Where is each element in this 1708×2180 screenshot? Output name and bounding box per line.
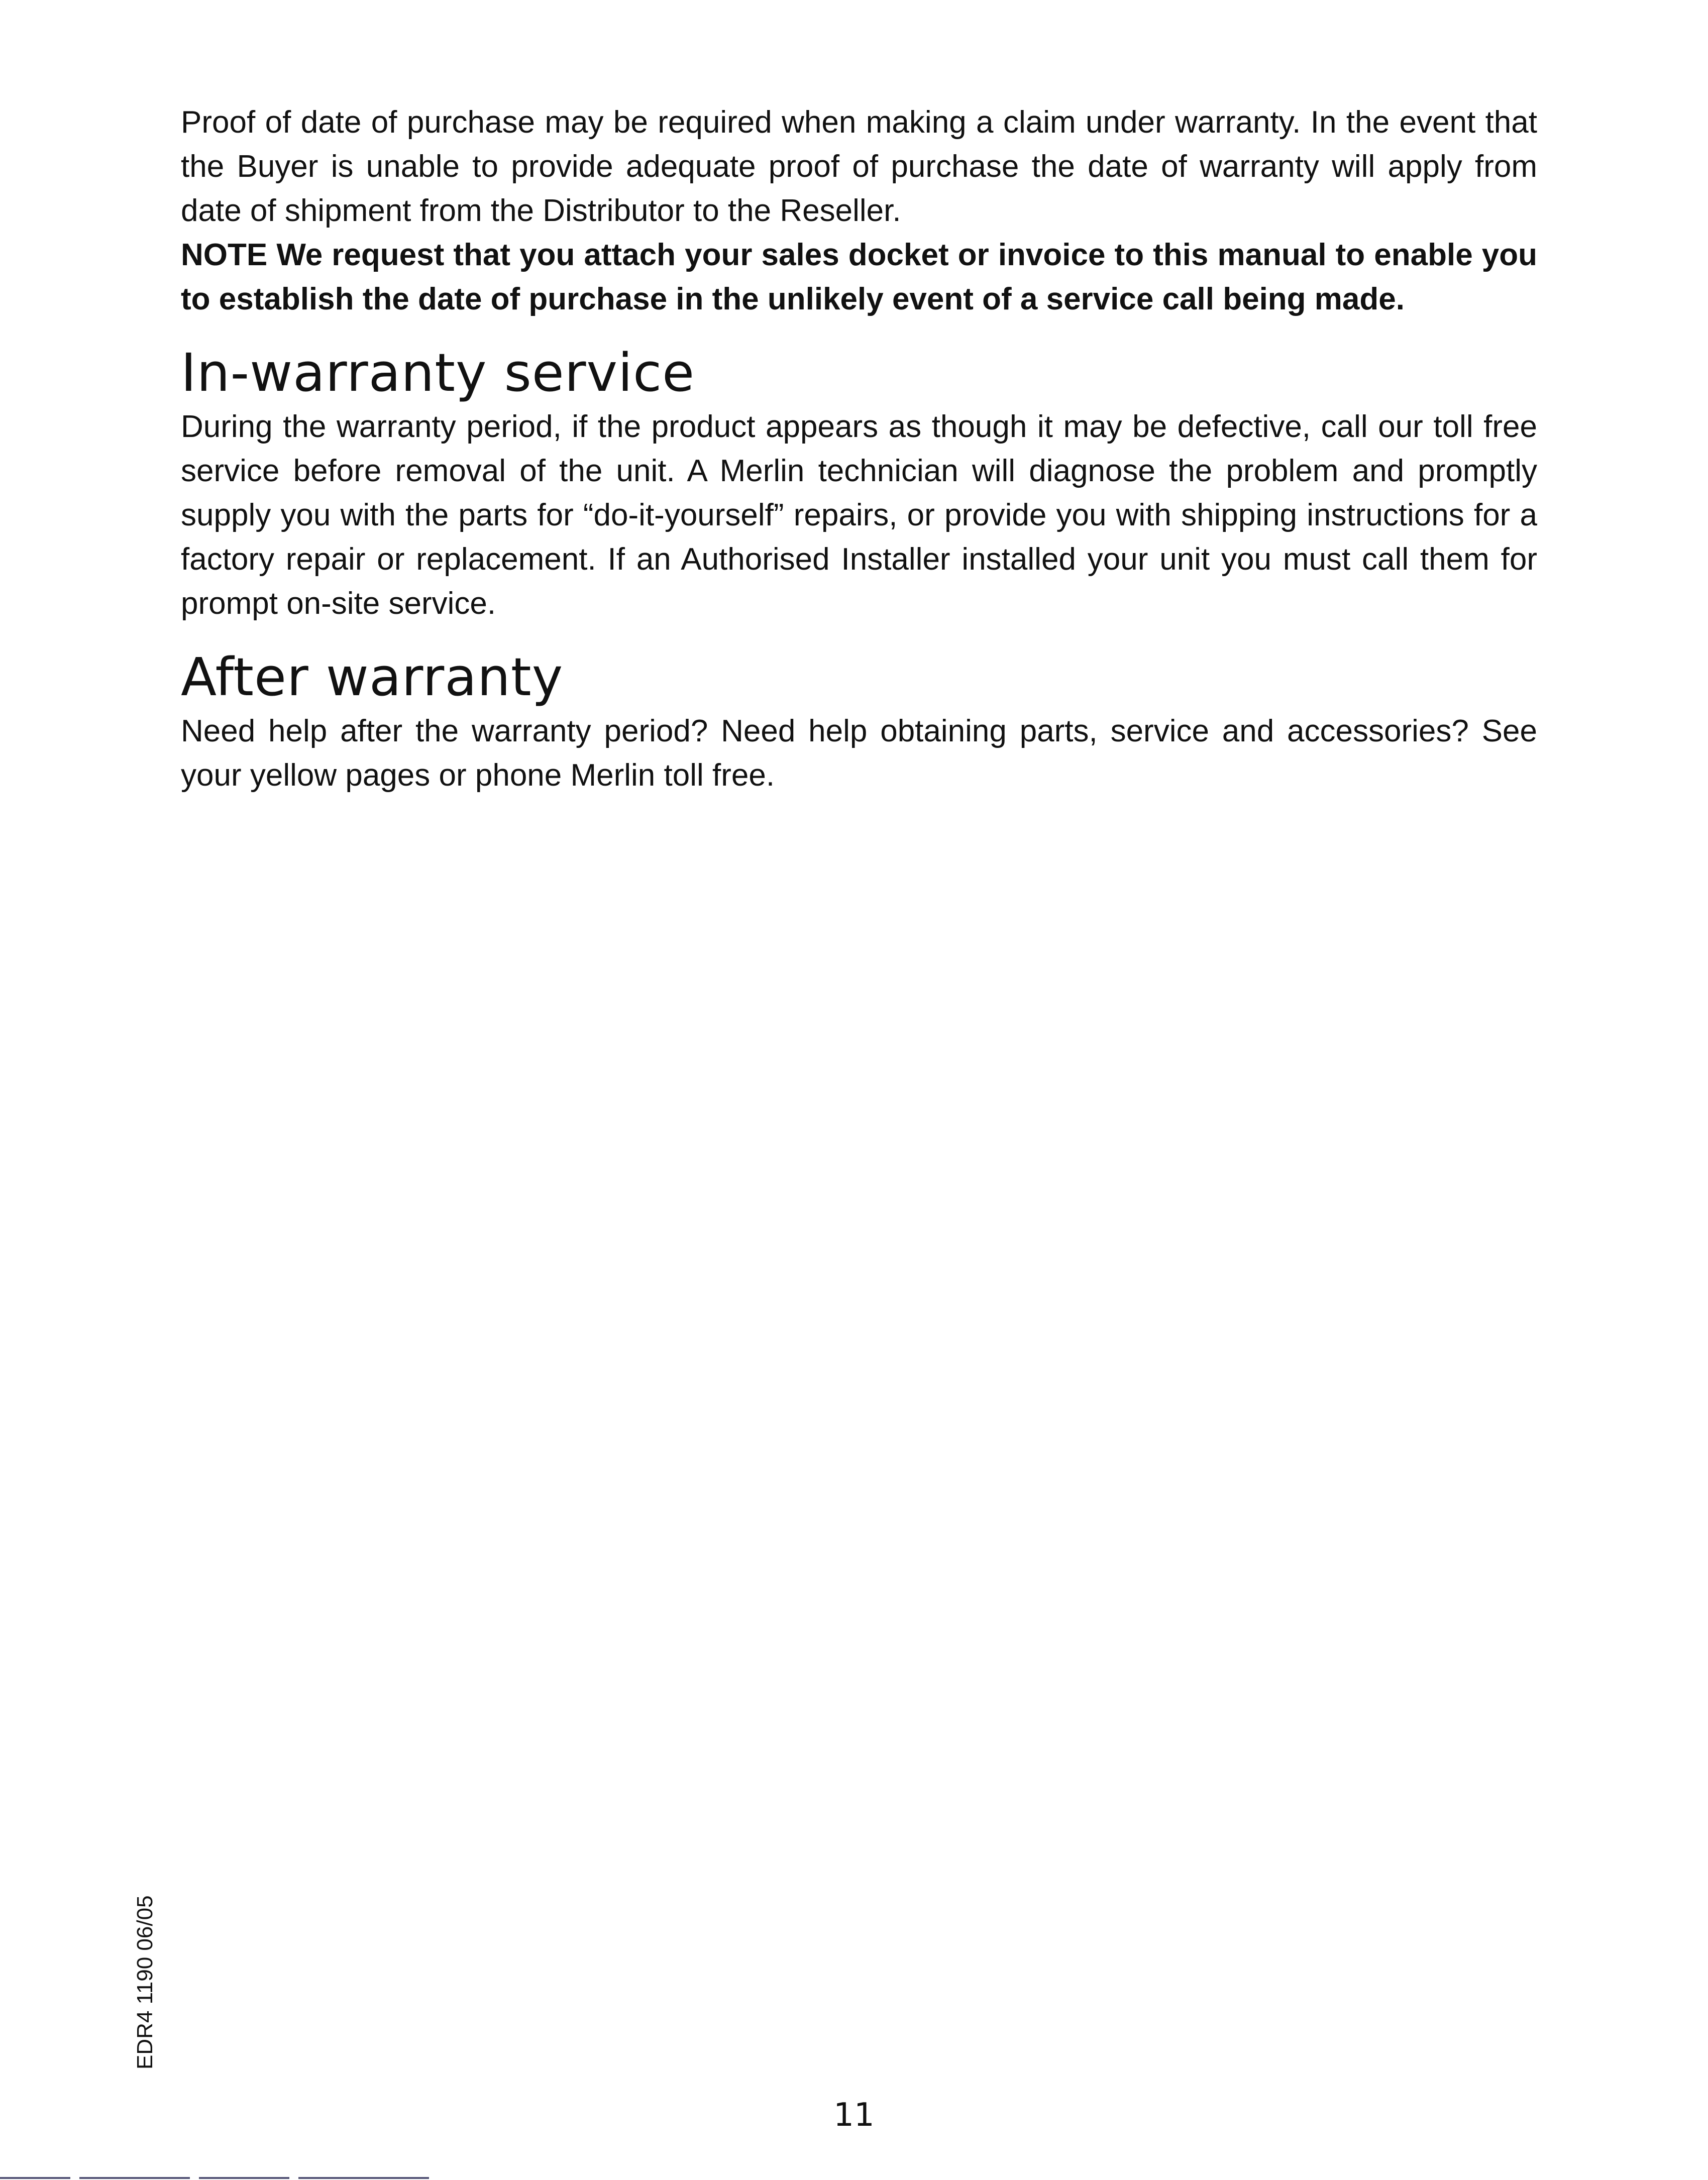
footer-strip-mark bbox=[298, 2177, 429, 2179]
after-warranty-paragraph: Need help after the warranty period? Need help obtaining parts, service and accessories? See your yellow pages or phone Merlin toll free. bbox=[181, 714, 1537, 793]
in-warranty-paragraph: During the warranty period, if the product appears as though it may be defective, call our toll free service before removal of the unit. A Merlin technician will diagnose the problem and promptly supply you with the parts for “do-it-yourself” repairs, or provide you with shipping instructions for a factory repair or replacement. If an Authorised Installer installed your unit you must call them for prompt on-site service. bbox=[181, 409, 1537, 621]
proof-of-purchase-paragraph: Proof of date of purchase may be required when making a claim under warranty. In the event that the Buyer is unable to provide adequate proof of purchase the date of warranty will apply from date of shipment from the Distributor to the Reseller. bbox=[181, 105, 1537, 228]
in-warranty-heading: In-warranty service bbox=[181, 342, 695, 403]
after-warranty-heading: After warranty bbox=[181, 646, 564, 708]
sales-docket-note: NOTE We request that you attach your sales docket or invoice to this manual to enable you to establish the date of purchase in the unlikely event of a service call being made. bbox=[181, 238, 1537, 316]
proof-of-purchase-section bbox=[181, 100, 1537, 321]
after-warranty-section bbox=[181, 647, 1537, 798]
document-code: EDR4 1190 06/05 bbox=[133, 1895, 157, 2069]
footer-strip-mark bbox=[199, 2177, 289, 2179]
footer-strip-mark bbox=[0, 2177, 70, 2179]
footer-strip bbox=[0, 2175, 603, 2180]
in-warranty-section bbox=[181, 343, 1537, 626]
page-content bbox=[181, 100, 1537, 798]
footer-strip-mark bbox=[79, 2177, 190, 2179]
page-number: 11 bbox=[833, 2097, 875, 2134]
